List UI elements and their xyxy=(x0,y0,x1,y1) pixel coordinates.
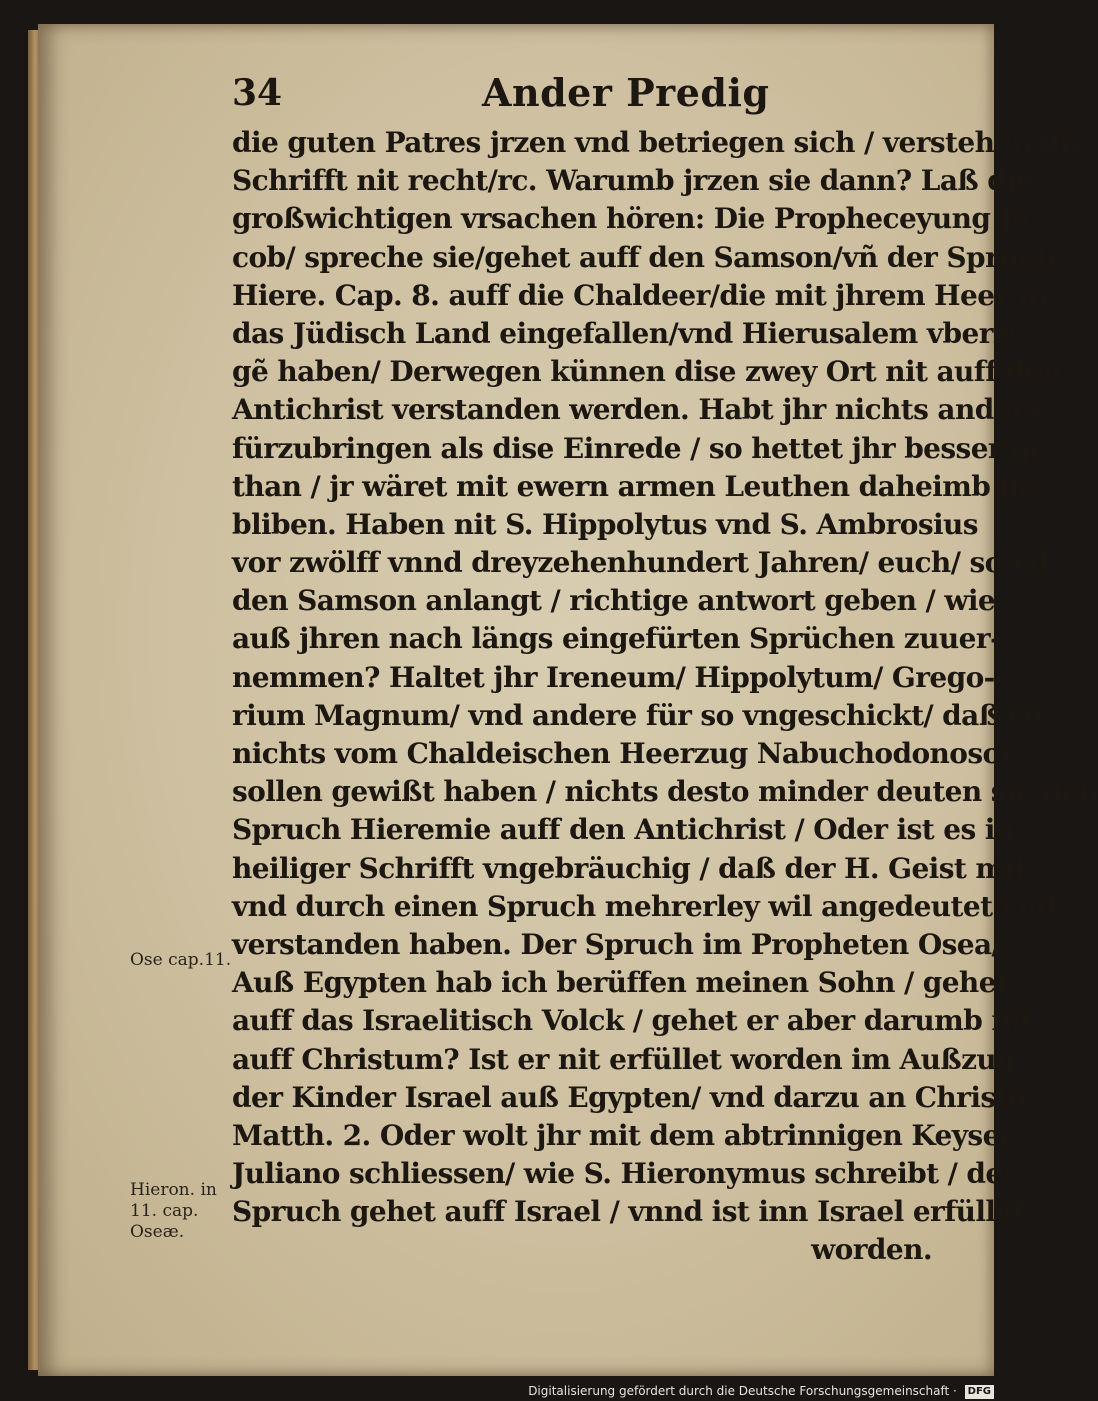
text-line: bliben. Haben nit S. Hippolytus vnd S. Ambrosius xyxy=(232,507,978,541)
margin-note-text: Oseæ. xyxy=(130,1222,185,1242)
text-line: die guten Patres jrzen vnd betriegen sich / verstehen die xyxy=(232,126,1087,159)
text-line: Spruch Hieremie auff den Antichrist / Oder ist es in xyxy=(232,813,1015,847)
text-line: gẽ haben/ Derwegen künnen dise zwey Ort nit auff den xyxy=(232,355,1062,389)
page-header xyxy=(232,70,952,120)
body-text xyxy=(232,124,1098,1270)
margin-note-text: Ose cap.11. xyxy=(130,950,232,970)
margin-note-text: 11. cap. xyxy=(130,1201,199,1221)
margin-note-text: Hieron. in xyxy=(130,1180,217,1200)
text-line: heiliger Schrifft vngebräuchig / daß der H. Geist mit xyxy=(232,851,1027,885)
credit-text: Digitalisierung gefördert durch die Deutsche Forschungsgemeinschaft · xyxy=(528,1384,957,1398)
text-line: Juliano schliessen/ wie S. Hieronymus schreibt / der xyxy=(232,1157,1017,1191)
page-number: 34 xyxy=(232,72,283,114)
text-line: Auß Egypten hab ich berüffen meinen Sohn / gehet xyxy=(232,966,1009,1000)
margin-note-osea xyxy=(130,950,231,971)
text-line: Schrifft nit recht/rc. Warumb jrzen sie dann? Laß die xyxy=(232,164,1034,198)
text-line: Hiere. Cap. 8. auff die Chaldeer/die mit jhrem Heer in xyxy=(232,278,1048,312)
text-line: nemmen? Haltet jhr Ireneum/ Hippolytum/ Grego- xyxy=(232,660,995,694)
text-line: vor zwölff vnnd dreyzehenhundert Jahren/ euch/ so vil xyxy=(232,546,1048,580)
margin-note-hieron xyxy=(130,1180,217,1243)
dfg-logo-icon: DFG xyxy=(965,1385,994,1399)
text-line: sollen gewißt haben / nichts desto minder deuten sie den xyxy=(232,775,1098,809)
digitization-credit xyxy=(0,1382,994,1401)
text-line-last: worden. xyxy=(811,1233,932,1267)
text-line: nichts vom Chaldeischen Heerzug Nabuchodonosors xyxy=(232,737,1030,770)
running-head: Ander Predig xyxy=(482,70,770,115)
text-line: Matth. 2. Oder wolt jhr mit dem abtrinnigen Keyser xyxy=(232,1118,1014,1152)
text-line: auff das Israelitisch Volck / gehet er aber darumb nit xyxy=(232,1004,1034,1038)
text-line: fürzubringen als dise Einrede / so hettet jhr besser ge- xyxy=(232,431,1059,465)
text-line: Antichrist verstanden werden. Habt jhr nichts anders xyxy=(232,393,1041,427)
text-line: großwichtigen vrsachen hören: Die Propheceyung Ja- xyxy=(232,202,1041,236)
text-line: vnd durch einen Spruch mehrerley wil angedeutet vnd xyxy=(232,889,1056,923)
text-line: auß jhren nach längs eingefürten Sprüchen zuuer- xyxy=(232,622,1002,656)
text-line: den Samson anlangt / richtige antwort geben / wie xyxy=(232,584,996,618)
text-line: rium Magnum/ vnd andere für so vngeschickt/ daß sie xyxy=(232,698,1051,732)
text-line: than / jr wäret mit ewern armen Leuthen daheimb ge- xyxy=(232,469,1047,503)
text-line: verstanden haben. Der Spruch im Propheten Osea/ xyxy=(232,927,1002,961)
text-line: Spruch gehet auff Israel / vnnd ist inn Israel erfüllet xyxy=(232,1195,1026,1229)
text-line: cob/ spreche sie/gehet auff den Samson/vñ der Spruch xyxy=(232,240,1056,274)
text-line: auff Christum? Ist er nit erfüllet worden im Außzug xyxy=(232,1042,1016,1076)
text-line: der Kinder Israel auß Egypten/ vnd darzu an Christo/ xyxy=(232,1080,1036,1114)
text-line: das Jüdisch Land eingefallen/vnd Hierusalem vberzo- xyxy=(232,316,1038,350)
